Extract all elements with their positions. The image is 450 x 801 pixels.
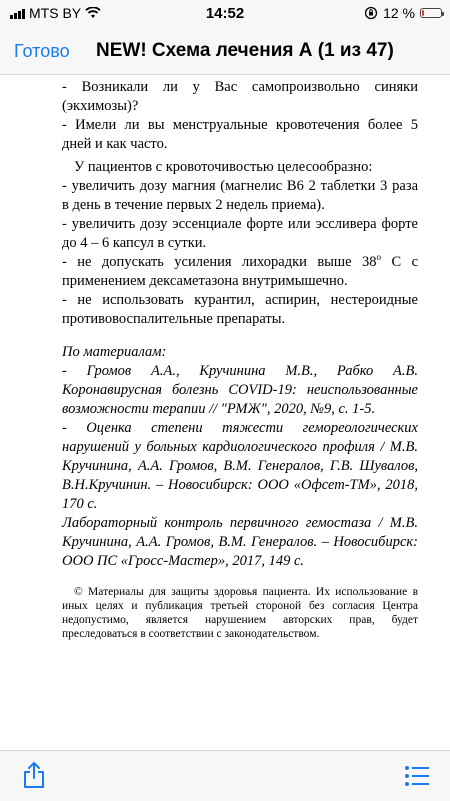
- recommendation-item: - увеличить дозу эссенциале форте или эссливера форте до 4 – 6 капсул в сутки.: [62, 216, 418, 251]
- navigation-bar: [0, 30, 450, 75]
- question-line: - Имели ли вы менструальные кровотечения более 5 дней и как часто.: [62, 117, 418, 152]
- document-title: NEW! Схема лечения А (1 из 47): [96, 40, 394, 61]
- battery-fill: [422, 10, 424, 16]
- recommendation-item: [62, 253, 418, 291]
- battery-icon: [420, 8, 442, 18]
- reference-item: Лабораторный контроль первичного гемостаза / М.В. Кручинина, А.А. Громов, В.М. Генералов. – Новосибирск: ООО ПС «Гросс-Мастер», 2017, 149 с.: [62, 515, 418, 569]
- fever-text-rest: С с применением дексаметазона внутримышечно.: [62, 254, 419, 289]
- fever-text: - не допускать усиления лихорадки выше 38: [62, 254, 377, 270]
- bottom-toolbar: [0, 750, 450, 801]
- status-bar: [0, 0, 450, 30]
- reference-item: - Громов А.А., Кручинина М.В., Рабко А.В. Коронавирусная болезнь COVID-19: неиспользованные возможности терапии // "РМЖ", 2020, №9, с. 1-5.: [62, 363, 418, 417]
- done-button[interactable]: Готово: [14, 41, 70, 61]
- status-right: [364, 5, 442, 21]
- copyright-notice: © Материалы для защиты здоровья пациента. Их использование в иных целях и публикация третьей стороной без согласия Центра недопустимо, является нарушением авторских прав, будет преследоваться в соответствии с законодательством.: [62, 586, 418, 640]
- clock: 14:52: [205, 5, 245, 22]
- document-view[interactable]: [0, 75, 450, 750]
- orientation-lock-icon: [364, 6, 378, 20]
- document-content: [62, 78, 418, 641]
- recommendation-item: - не использовать курантил, аспирин, нестероидные противовоспалительные препараты.: [62, 292, 418, 327]
- references-heading: По материалам:: [62, 344, 167, 360]
- share-icon[interactable]: [22, 761, 46, 789]
- recommendation-heading: У пациентов с кровоточивостью целесообразно:: [74, 159, 373, 175]
- recommendation-item: - увеличить дозу магния (магнелис В6 2 таблетки 3 раза в день в течение первых 2 недель приема).: [62, 178, 418, 213]
- list-icon[interactable]: [404, 765, 430, 787]
- carrier-label: MTS BY: [29, 5, 82, 21]
- question-line: - Возникали ли у Вас самопроизвольно синяки (экхимозы)?: [62, 79, 418, 114]
- reference-item: - Оценка степени тяжести гемореологических нарушений у больных кардиологического профиля / М.В. Кручинина, А.А. Громов, В.М. Генералов, Г.В. Шувалов, В.Н.Кручинин. – Новосибирск: ООО «Офсет-ТМ», 2018, 170 с.: [62, 420, 418, 512]
- degree-mark: o: [376, 252, 381, 263]
- battery-label: 12 %: [383, 5, 415, 21]
